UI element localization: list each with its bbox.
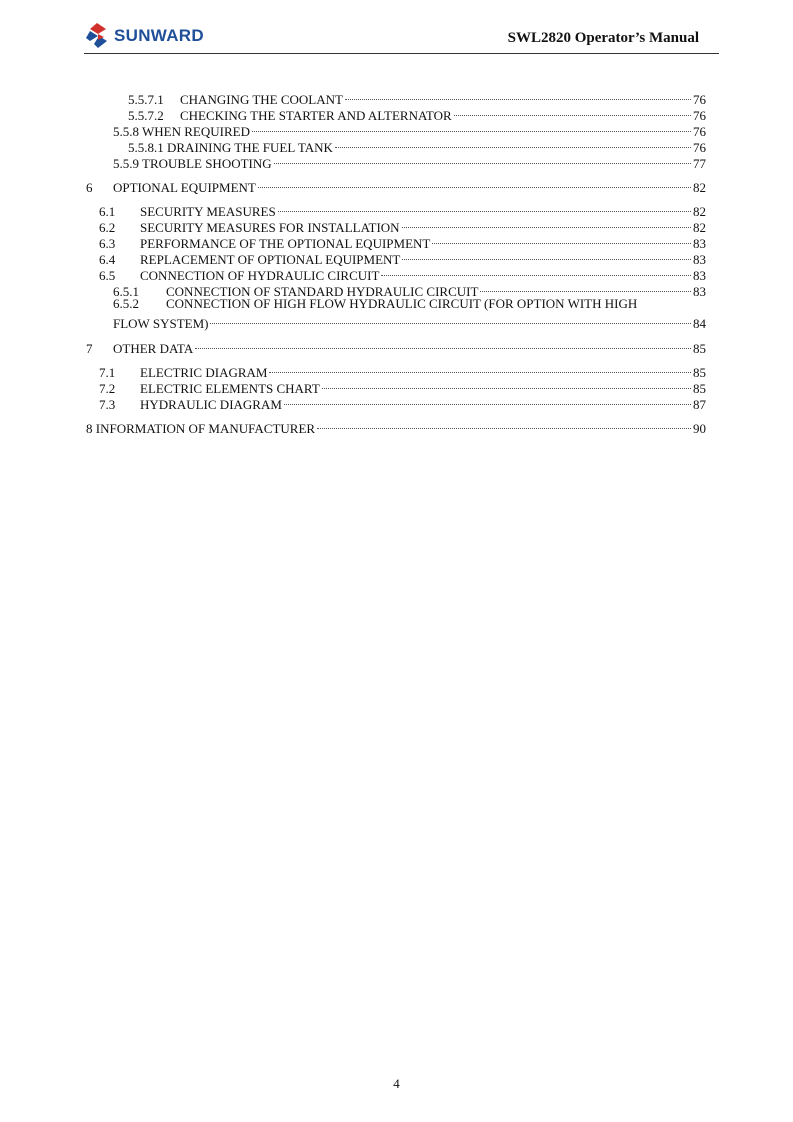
toc-entry[interactable] [99, 393, 706, 412]
toc-entry-number: 5.5.7.2 [128, 108, 164, 123]
toc-entry-title: PERFORMANCE OF THE OPTIONAL EQUIPMENT [140, 236, 431, 251]
toc-leader-dots [195, 337, 691, 353]
toc-entry[interactable] [99, 377, 706, 396]
toc-entry-number: 7 [86, 341, 93, 356]
toc-entry-page: 83 [693, 268, 706, 283]
toc-entry[interactable] [99, 248, 706, 267]
toc-leader-dots [284, 393, 691, 409]
manual-title: SWL2820 Operator’s Manual [507, 30, 699, 46]
toc-entry[interactable] [113, 296, 706, 312]
toc-entry[interactable] [86, 337, 706, 356]
toc-entry[interactable] [99, 232, 706, 251]
toc-entry-page: 82 [693, 180, 706, 195]
toc-entry-page: 83 [693, 284, 706, 299]
toc-entry-title: ELECTRIC ELEMENTS CHART [140, 381, 320, 396]
toc-entry-title: OTHER DATA [113, 341, 194, 356]
toc-leader-dots [345, 88, 691, 104]
toc-leader-dots [269, 361, 691, 377]
toc-entry-title: 8 INFORMATION OF MANUFACTURER [86, 421, 316, 436]
toc-entry-number: 6.5 [99, 268, 116, 283]
toc-entry-number: 6.5.2 [113, 296, 139, 311]
toc-entry-page: 85 [693, 341, 706, 356]
toc-entry-number: 6.2 [99, 220, 116, 235]
toc-entry[interactable] [113, 280, 706, 299]
toc-entry-page: 82 [693, 220, 706, 235]
toc-entry-page: 85 [693, 381, 706, 396]
toc-leader-dots [252, 120, 691, 136]
page-number: 4 [393, 1076, 400, 1091]
toc-entry-page: 76 [693, 124, 706, 139]
toc-entry-title: 5.5.8.1 DRAINING THE FUEL TANK [128, 140, 333, 155]
toc-entry-page: 87 [693, 397, 706, 412]
toc-leader-dots [381, 264, 691, 280]
toc-leader-dots [317, 417, 691, 433]
toc-entry[interactable] [86, 417, 706, 436]
toc-entry-title: CHECKING THE STARTER AND ALTERNATOR [180, 108, 452, 123]
toc-entry-number: 6.4 [99, 252, 116, 267]
toc-leader-dots [274, 152, 691, 168]
toc-entry[interactable] [128, 136, 706, 155]
toc-entry-title: HYDRAULIC DIAGRAM [140, 397, 282, 412]
toc-entry-page: 77 [693, 156, 706, 171]
toc-leader-dots [322, 377, 691, 393]
toc-entry-title: REPLACEMENT OF OPTIONAL EQUIPMENT [140, 252, 401, 267]
toc-entry[interactable] [99, 200, 706, 219]
toc-entry[interactable] [128, 88, 706, 107]
toc-entry-title: CONNECTION OF HYDRAULIC CIRCUIT [140, 268, 380, 283]
toc-entry-title: ELECTRIC DIAGRAM [140, 365, 268, 380]
toc-leader-dots [454, 104, 691, 120]
toc-entry-page: 85 [693, 365, 706, 380]
toc-entry-page: 76 [693, 140, 706, 155]
toc-leader-dots [432, 232, 691, 248]
logo-text: SUNWARD [114, 26, 204, 45]
toc-entry-title: SECURITY MEASURES FOR INSTALLATION [140, 220, 400, 235]
toc-entry-number: 5.5.7.1 [128, 92, 164, 107]
toc-entry-number: 6.3 [99, 236, 116, 251]
toc-entry-continuation[interactable] [113, 312, 706, 331]
toc-entry-page: 76 [693, 92, 706, 107]
toc-entry-page: 83 [693, 252, 706, 267]
toc-leader-dots [258, 176, 691, 192]
toc-leader-dots [402, 216, 691, 232]
toc-entry[interactable] [99, 264, 706, 283]
toc-entry[interactable] [86, 176, 706, 195]
toc-entry-title: OPTIONAL EQUIPMENT [113, 180, 256, 195]
toc-entry-page: 76 [693, 108, 706, 123]
toc-leader-dots [278, 200, 691, 216]
toc-entry-title: CONNECTION OF STANDARD HYDRAULIC CIRCUIT [166, 284, 479, 299]
toc-entry-number: 7.2 [99, 381, 116, 396]
toc-entry-page: 90 [693, 421, 706, 436]
toc-entry-title: CONNECTION OF HIGH FLOW HYDRAULIC CIRCUIT (FOR OPTION WITH HIGH [166, 296, 638, 311]
toc-entry[interactable] [113, 152, 706, 171]
toc-entry-page: 84 [693, 316, 706, 331]
toc-entry-page: 82 [693, 204, 706, 219]
toc-leader-dots [402, 248, 691, 264]
toc-leader-dots [335, 136, 691, 152]
toc-entry-title: 5.5.9 TROUBLE SHOOTING [113, 156, 272, 171]
toc-entry[interactable] [113, 120, 706, 139]
toc-entry[interactable] [99, 361, 706, 380]
toc-entry-title: SECURITY MEASURES [140, 204, 276, 219]
toc-leader-dots [210, 312, 691, 328]
toc-entry-number: 7.3 [99, 397, 116, 412]
toc-entry[interactable] [128, 104, 706, 123]
toc-entry-number: 6.5.1 [113, 284, 139, 299]
toc-entry-title: 5.5.8 WHEN REQUIRED [113, 124, 250, 139]
toc-entry[interactable] [99, 216, 706, 235]
toc-entry-title: CHANGING THE COOLANT [180, 92, 343, 107]
toc-entry-number: 6.1 [99, 204, 116, 219]
toc-entry-page: 83 [693, 236, 706, 251]
toc-entry-number: 7.1 [99, 365, 116, 380]
toc-entry-number: 6 [86, 180, 93, 195]
toc-entry-title: FLOW SYSTEM) [113, 316, 209, 331]
toc-leader-dots [480, 280, 691, 296]
